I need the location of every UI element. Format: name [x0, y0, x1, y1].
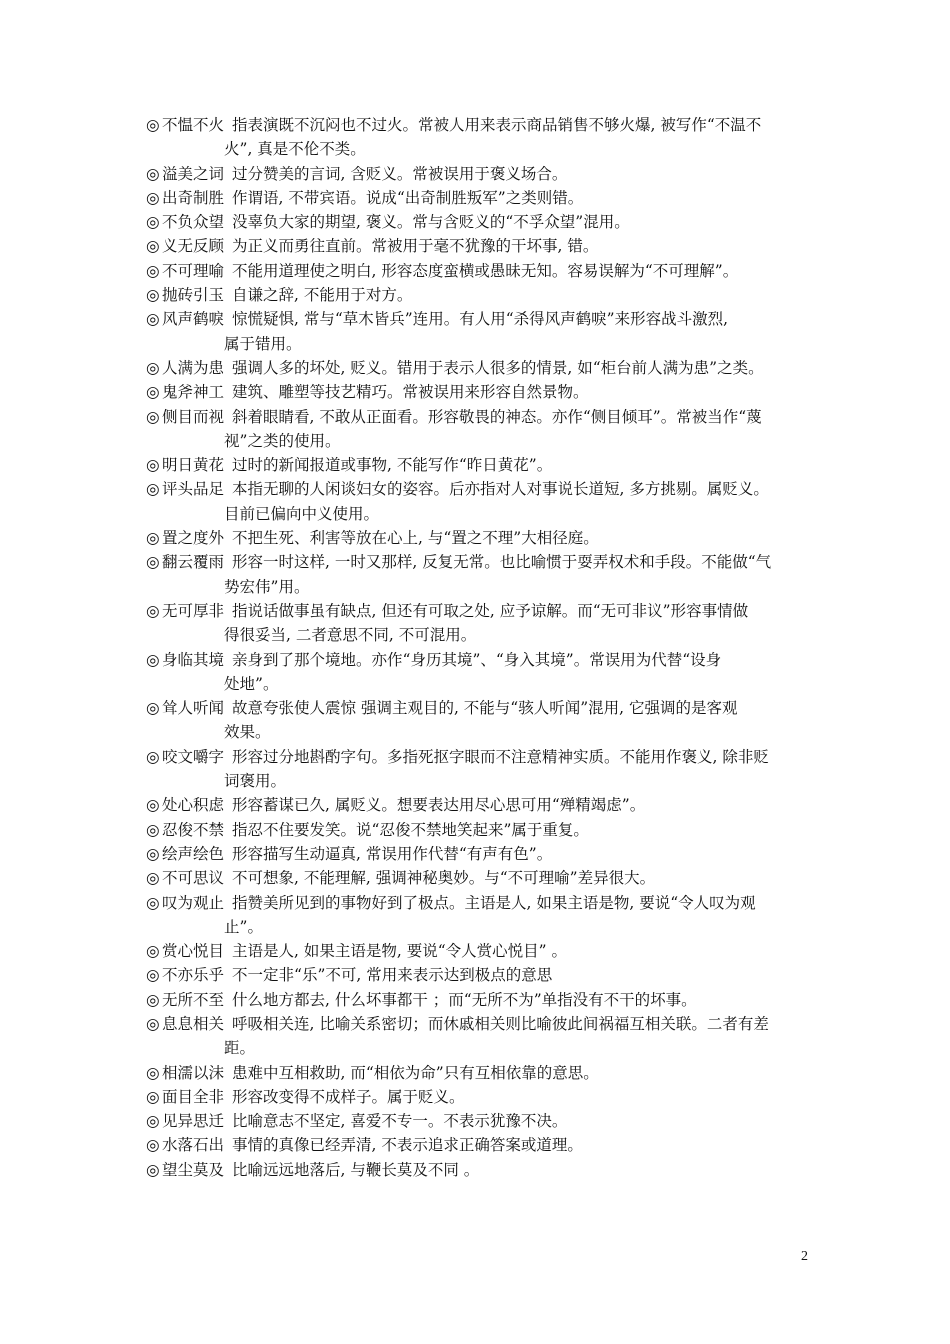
idiom-term: 不亦乐乎: [162, 966, 225, 985]
idiom-definition: [224, 891, 811, 940]
definition-line: 故意夸张使人震惊 强调主观目的, 不能与“骇人听闻”混用, 它强调的是客观: [232, 699, 738, 718]
idiom-entry: [146, 405, 811, 454]
definition-line: 自谦之辞, 不能用于对方。: [232, 286, 413, 305]
idiom-list: [146, 113, 811, 1182]
bullet-mark: ◎: [146, 407, 160, 426]
definition-line: 患难中互相救助, 而“相依为命”只有互相依靠的意思。: [232, 1063, 599, 1082]
idiom-definition: [224, 477, 811, 526]
idiom-definition: [232, 963, 811, 987]
idiom-definition: [232, 939, 811, 963]
definition-line: 过时的新闻报道或事物, 不能写作“昨日黄花”。: [232, 456, 553, 475]
idiom-definition: [232, 380, 811, 404]
idiom-entry: [146, 648, 811, 697]
idiom-entry: [146, 356, 811, 380]
idiom-definition: [232, 162, 811, 186]
idiom-term: 叹为观止: [162, 893, 225, 912]
idiom-definition: [224, 1012, 811, 1061]
idiom-term: 相濡以沫: [162, 1063, 225, 1082]
bullet-mark: ◎: [146, 1063, 160, 1082]
bullet-mark: ◎: [146, 796, 160, 815]
bullet-mark: ◎: [146, 893, 160, 912]
idiom-definition: [224, 696, 811, 745]
idiom-definition: [224, 648, 811, 697]
bullet-mark: ◎: [146, 699, 160, 718]
idiom-entry: [146, 1085, 811, 1109]
bullet-mark: ◎: [146, 116, 160, 134]
idiom-definition: [232, 818, 811, 842]
bullet-mark: ◎: [146, 844, 160, 863]
idiom-term: 身临其境: [162, 650, 225, 669]
idiom-entry: [146, 891, 811, 940]
idiom-definition: [232, 1085, 811, 1109]
definition-line: 斜着眼睛看, 不敢从正面看。形容敬畏的神态。亦作“侧目倾耳”。常被当作“蔑: [232, 407, 762, 426]
idiom-definition: [232, 283, 811, 307]
idiom-definition: [232, 1109, 811, 1133]
definition-line: 形容描写生动逼真, 常误用作代替“有声有色”。: [232, 844, 553, 863]
definition-line: 距。: [224, 1039, 256, 1058]
definition-line: 为正义而勇往直前。常被用于毫不犹豫的干坏事, 错。: [232, 237, 599, 256]
idiom-term: 望尘莫及: [162, 1160, 225, 1179]
definition-line: 强调人多的坏处, 贬义。错用于表示人很多的情景, 如“柜台前人满为患”之类。: [232, 358, 764, 377]
idiom-entry: [146, 186, 811, 210]
definition-line: 指说话做事虽有缺点, 但还有可取之处, 应予谅解。而“无可非议”形容事情做: [232, 601, 749, 620]
idiom-entry: [146, 283, 811, 307]
bullet-mark: ◎: [146, 1112, 160, 1131]
idiom-definition: [232, 453, 811, 477]
bullet-mark: ◎: [146, 164, 160, 183]
definition-line: 指表演既不沉闷也不过火。常被人用来表示商品销售不够火爆, 被写作“不温不: [232, 116, 762, 134]
idiom-term: 明日黄花: [162, 456, 225, 475]
idiom-term: 息息相关: [162, 1014, 225, 1033]
definition-line: 建筑、雕塑等技艺精巧。常被误用来形容自然景物。: [232, 383, 589, 402]
idiom-term: 置之度外: [162, 529, 225, 548]
idiom-entry: [146, 1158, 811, 1182]
idiom-definition: [224, 113, 811, 162]
definition-line: 词褒用。: [224, 772, 287, 791]
bullet-mark: ◎: [146, 1160, 160, 1179]
definition-line: 亲身到了那个境地。亦作“身历其境”、“身入其境”。常误用为代替“设身: [232, 650, 722, 669]
bullet-mark: ◎: [146, 869, 160, 888]
definition-line: 形容一时这样, 一时又那样, 反复无常。也比喻惯于耍弄权术和手段。不能做“气: [232, 553, 772, 572]
idiom-term: 见异思迁: [162, 1112, 225, 1131]
definition-line: 主语是人, 如果主语是物, 要说“令人赏心悦目” 。: [232, 942, 568, 961]
idiom-definition: [232, 793, 811, 817]
idiom-term: 评头品足: [162, 480, 225, 499]
idiom-entry: [146, 745, 811, 794]
bullet-mark: ◎: [146, 747, 160, 766]
idiom-entry: [146, 526, 811, 550]
idiom-entry: [146, 113, 811, 162]
definition-line: 火”, 真是不伦不类。: [224, 140, 366, 159]
idiom-term: 水落石出: [162, 1136, 225, 1155]
bullet-mark: ◎: [146, 213, 160, 232]
idiom-definition: [232, 1133, 811, 1157]
idiom-term: 抛砖引玉: [162, 286, 225, 305]
idiom-term: 耸人听闻: [162, 699, 225, 718]
idiom-definition: [224, 599, 811, 648]
definition-line: 目前已偏向中义使用。: [224, 504, 380, 523]
idiom-term: 面目全非: [162, 1087, 225, 1106]
idiom-term: 咬文嚼字: [162, 747, 225, 766]
definition-line: 不一定非“乐”不可, 常用来表示达到极点的意思: [232, 966, 553, 985]
idiom-term: 不愠不火: [162, 116, 225, 134]
definition-line: 本指无聊的人闲谈妇女的姿容。后亦指对人对事说长道短, 多方挑剔。属贬义。: [232, 480, 769, 499]
definition-line: 形容蓄谋已久, 属贬义。想要表达用尽心思可用“殚精竭虑”。: [232, 796, 646, 815]
idiom-definition: [232, 988, 811, 1012]
idiom-entry: [146, 866, 811, 890]
idiom-term: 赏心悦目: [162, 942, 225, 961]
bullet-mark: ◎: [146, 1136, 160, 1155]
idiom-term: 溢美之词: [162, 164, 225, 183]
bullet-mark: ◎: [146, 1014, 160, 1033]
idiom-entry: [146, 234, 811, 258]
bullet-mark: ◎: [146, 553, 160, 572]
idiom-entry: [146, 380, 811, 404]
page-number: 2: [801, 1249, 808, 1264]
idiom-entry: [146, 162, 811, 186]
bullet-mark: ◎: [146, 942, 160, 961]
idiom-entry: [146, 550, 811, 599]
definition-line: 效果。: [224, 723, 271, 742]
definition-line: 作谓语, 不带宾语。说成“出奇制胜叛军”之类则错。: [232, 188, 584, 207]
definition-line: 止”。: [224, 917, 263, 936]
idiom-entry: [146, 210, 811, 234]
idiom-entry: [146, 818, 811, 842]
idiom-definition: [232, 1061, 811, 1085]
idiom-entry: [146, 842, 811, 866]
idiom-term: 不可理喻: [162, 261, 225, 280]
idiom-entry: [146, 1012, 811, 1061]
idiom-entry: [146, 477, 811, 526]
bullet-mark: ◎: [146, 383, 160, 402]
definition-line: 不把生死、利害等放在心上, 与“置之不理”大相径庭。: [232, 529, 599, 548]
definition-line: 比喻意志不坚定, 喜爱不专一。不表示犹豫不决。: [232, 1112, 568, 1131]
definition-line: 惊慌疑惧, 常与“草木皆兵”连用。有人用“杀得风声鹤唳”来形容战斗激烈,: [232, 310, 728, 329]
bullet-mark: ◎: [146, 990, 160, 1009]
idiom-entry: [146, 599, 811, 648]
bullet-mark: ◎: [146, 480, 160, 499]
idiom-term: 风声鹤唳: [162, 310, 225, 329]
definition-line: 视”之类的使用。: [224, 431, 341, 450]
bullet-mark: ◎: [146, 1087, 160, 1106]
idiom-term: 不可思议: [162, 869, 225, 888]
idiom-entry: [146, 793, 811, 817]
idiom-definition: [232, 1158, 811, 1182]
idiom-entry: [146, 963, 811, 987]
idiom-entry: [146, 259, 811, 283]
definition-line: 指赞美所见到的事物好到了极点。主语是人, 如果主语是物, 要说“令人叹为观: [232, 893, 756, 912]
definition-line: 过分赞美的言词, 含贬义。常被误用于褒义场合。: [232, 164, 568, 183]
idiom-entry: [146, 939, 811, 963]
idiom-definition: [232, 259, 811, 283]
idiom-definition: [232, 186, 811, 210]
bullet-mark: ◎: [146, 650, 160, 669]
definition-line: 属于错用。: [224, 334, 302, 353]
idiom-entry: [146, 1109, 811, 1133]
idiom-definition: [232, 234, 811, 258]
idiom-entry: [146, 1133, 811, 1157]
idiom-definition: [232, 526, 811, 550]
idiom-term: 鬼斧神工: [162, 383, 225, 402]
idiom-entry: [146, 453, 811, 477]
bullet-mark: ◎: [146, 286, 160, 305]
definition-line: 势宏伟”用。: [224, 577, 310, 596]
idiom-definition: [224, 405, 811, 454]
idiom-term: 无可厚非: [162, 601, 225, 620]
idiom-definition: [224, 307, 811, 356]
definition-line: 没辜负大家的期望, 褒义。常与含贬义的“不孚众望”混用。: [232, 213, 630, 232]
idiom-entry: [146, 696, 811, 745]
idiom-term: 义无反顾: [162, 237, 225, 256]
idiom-term: 绘声绘色: [162, 844, 225, 863]
definition-line: 形容过分地斟酌字句。多指死抠字眼而不注意精神实质。不能用作褒义, 除非贬: [232, 747, 769, 766]
idiom-term: 忍俊不禁: [162, 820, 225, 839]
bullet-mark: ◎: [146, 310, 160, 329]
bullet-mark: ◎: [146, 601, 160, 620]
idiom-term: 人满为患: [162, 358, 225, 377]
bullet-mark: ◎: [146, 237, 160, 256]
definition-line: 不可想象, 不能理解, 强调神秘奥妙。与“不可理喻”差异很大。: [232, 869, 656, 888]
bullet-mark: ◎: [146, 456, 160, 475]
definition-line: 什么地方都去, 什么坏事都干 ；而“无所不为”单指没有不干的坏事。: [232, 990, 697, 1009]
bullet-mark: ◎: [146, 188, 160, 207]
idiom-term: 出奇制胜: [162, 188, 225, 207]
definition-line: 处地”。: [224, 674, 279, 693]
definition-line: 不能用道理使之明白, 形容态度蛮横或愚昧无知。容易误解为“不可理解”。: [232, 261, 739, 280]
idiom-definition: [224, 550, 811, 599]
idiom-term: 翻云覆雨: [162, 553, 225, 572]
idiom-entry: [146, 988, 811, 1012]
idiom-term: 处心积虑: [162, 796, 225, 815]
bullet-mark: ◎: [146, 820, 160, 839]
idiom-definition: [232, 842, 811, 866]
idiom-definition: [224, 745, 811, 794]
idiom-term: 无所不至: [162, 990, 225, 1009]
definition-line: 事情的真像已经弄清, 不表示追求正确答案或道理。: [232, 1136, 583, 1155]
definition-line: 比喻远远地落后, 与鞭长莫及不同 。: [232, 1160, 480, 1179]
idiom-definition: [232, 210, 811, 234]
definition-line: 得很妥当, 二者意思不同, 不可混用。: [224, 626, 477, 645]
bullet-mark: ◎: [146, 966, 160, 985]
bullet-mark: ◎: [146, 358, 160, 377]
idiom-term: 不负众望: [162, 213, 225, 232]
definition-line: 形容改变得不成样子。属于贬义。: [232, 1087, 465, 1106]
idiom-term: 侧目而视: [162, 407, 225, 426]
bullet-mark: ◎: [146, 529, 160, 548]
idiom-entry: [146, 307, 811, 356]
idiom-definition: [232, 866, 811, 890]
bullet-mark: ◎: [146, 261, 160, 280]
definition-line: 呼吸相关连, 比喻关系密切；而休戚相关则比喻彼此间祸福互相关联。二者有差: [232, 1014, 769, 1033]
idiom-entry: [146, 1061, 811, 1085]
definition-line: 指忍不住要发笑。说“忍俊不禁地笑起来”属于重复。: [232, 820, 589, 839]
idiom-definition: [232, 356, 811, 380]
